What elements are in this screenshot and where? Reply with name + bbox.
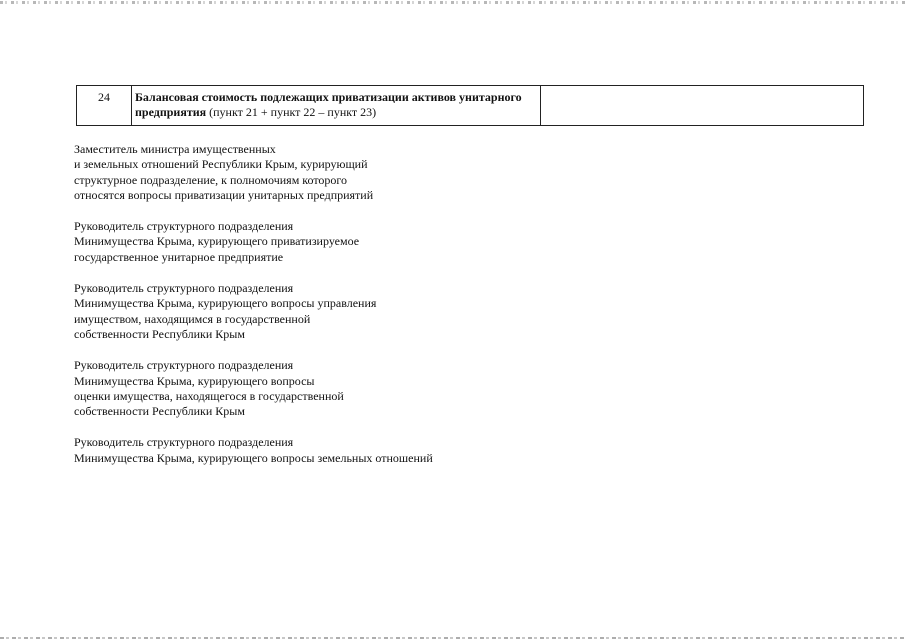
table-row — [77, 86, 864, 126]
signature-section — [74, 142, 594, 466]
signature-line: имуществом, находящимся в государственной — [74, 311, 311, 326]
signature-line: собственности Республики Крым — [74, 326, 245, 341]
signature-block-privatized-enterprise — [74, 219, 594, 265]
signature-block-property-valuation — [74, 358, 594, 419]
signature-line: Минимущества Крыма, курирующего вопросы управления — [74, 296, 377, 311]
signature-line: Руководитель структурного подразделения — [74, 358, 294, 373]
signature-line: государственное унитарное предприятие — [74, 249, 284, 264]
scan-edge-top — [0, 1, 905, 4]
signature-line: Заместитель министра имущественных — [74, 142, 276, 156]
signature-line: относятся вопросы приватизации унитарных предприятий — [74, 187, 374, 202]
row-number: 24 — [77, 86, 132, 126]
row-description — [132, 86, 541, 126]
row-description-bold: Балансовая стоимость подлежащих приватизации активов унитарного предприятия — [135, 90, 522, 119]
signature-block-land-relations — [74, 435, 594, 466]
row-value-cell — [541, 86, 864, 126]
signature-line: структурное подразделение, к полномочиям которого — [74, 172, 348, 187]
signature-line: оценки имущества, находящегося в государственной — [74, 388, 344, 403]
signature-line: Руководитель структурного подразделения — [74, 281, 294, 296]
signature-line: и земельных отношений Республики Крым, курирующий — [74, 157, 368, 172]
signature-block-deputy-minister — [74, 142, 594, 203]
row-description-formula: (пункт 21 + пункт 22 – пункт 23) — [206, 105, 377, 119]
signature-line: Минимущества Крыма, курирующего вопросы земельных отношений — [74, 450, 433, 465]
privatization-table — [76, 85, 864, 126]
signature-line: Минимущества Крыма, курирующего вопросы — [74, 373, 315, 388]
signature-line: Минимущества Крыма, курирующего приватизируемое — [74, 234, 360, 249]
scan-edge-bottom — [0, 637, 905, 639]
signature-line: собственности Республики Крым — [74, 404, 245, 419]
signature-line: Руководитель структурного подразделения — [74, 219, 294, 234]
signature-block-property-management — [74, 281, 594, 342]
signature-line: Руководитель структурного подразделения — [74, 435, 294, 450]
